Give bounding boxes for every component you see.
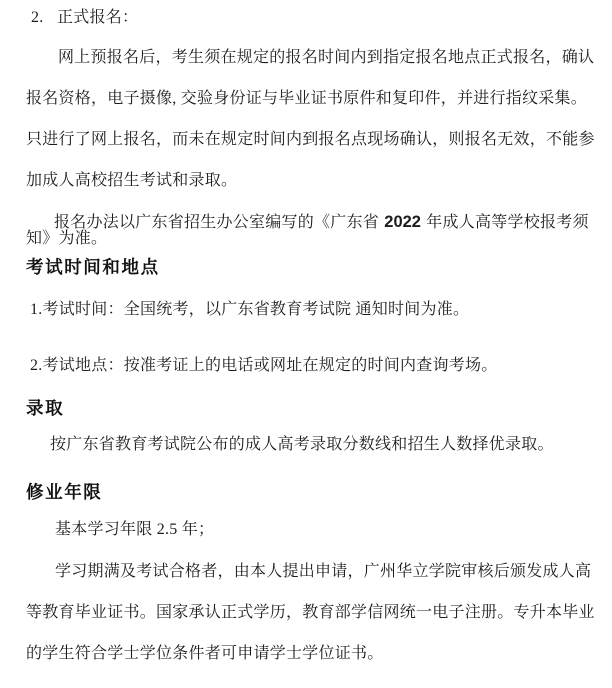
para-admission: 按广东省教育考试院公布的成人高考录取分数线和招生人数择优录取。 <box>50 436 554 453</box>
item-exam-location: 2.考试地点：按准考证上的电话或网址在规定的时间内查询考场。 <box>30 357 498 374</box>
para-pre-registration-line: 报名资格，电子摄像, 交验身份证与毕业证书原件和复印件，并进行指纹采集。 <box>26 90 588 107</box>
para-pre-registration-line: 网上预报名后，考生须在规定的报名时间内到指定报名地点正式报名，确认 <box>58 49 595 66</box>
heading-study-duration: 修业年限 <box>26 482 103 502</box>
para-pre-registration-line: 只进行了网上报名，而未在规定时间内到报名点现场确认，则报名无效，不能参 <box>26 131 595 148</box>
para-method-prefix: 报名办法以广东省招生办公室编写的《广东省 <box>54 214 384 231</box>
list-item-formal-registration <box>31 9 138 27</box>
para-study-years: 基本学习年限 2.5 年； <box>55 521 215 538</box>
heading-admission: 录取 <box>26 398 65 418</box>
item-exam-time: 1.考试时间：全国统考，以广东省教育考试院 通知时间为准。 <box>30 301 470 318</box>
list-item-number: 2. <box>31 9 44 26</box>
para-pre-registration-line: 加成人高校招生考试和录取。 <box>26 172 238 189</box>
para-graduation-line: 等教育毕业证书。国家承认正式学历，教育部学信网统一电子注册。专升本毕业 <box>26 604 595 621</box>
para-graduation-line: 的学生符合学士学位条件者可申请学士学位证书。 <box>26 645 384 662</box>
para-graduation-line: 学习期满及考试合格者，由本人提出申请，广州华立学院审核后颁发成人高 <box>55 563 592 580</box>
para-method-line: 知》为准。 <box>26 230 108 247</box>
year-2022: 2022 <box>384 213 421 231</box>
para-method-line <box>54 213 589 232</box>
heading-exam-time-location: 考试时间和地点 <box>26 257 160 277</box>
para-method-suffix: 年成人高等学校报考须 <box>421 214 589 231</box>
list-item-title: 正式报名： <box>57 9 139 26</box>
